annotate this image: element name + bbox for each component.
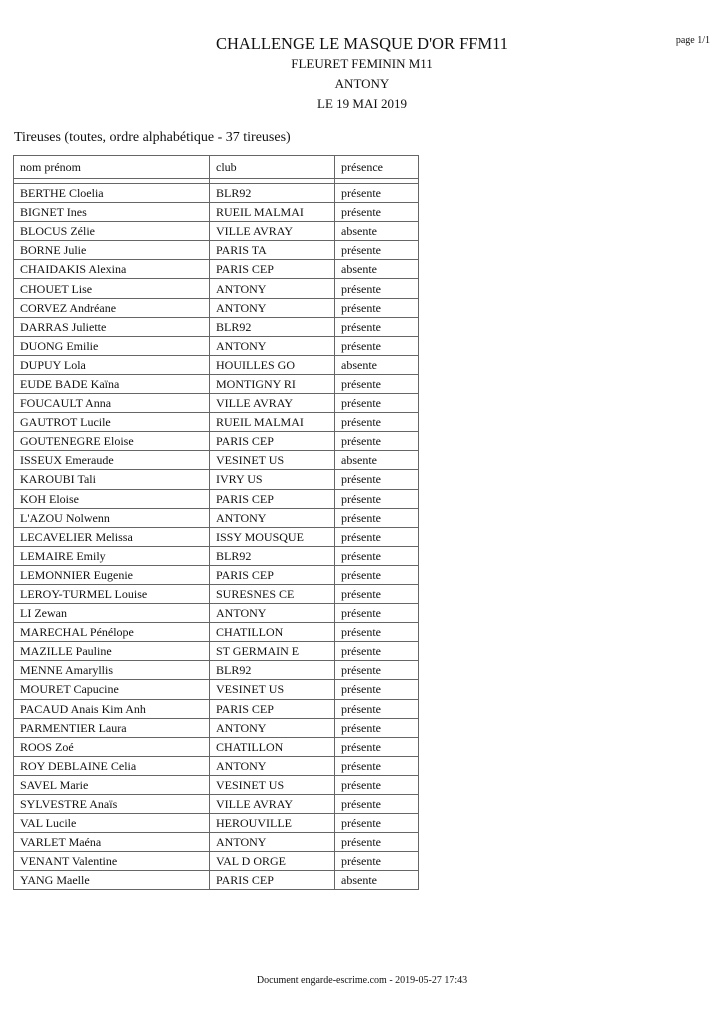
fencer-club-cell: HOUILLES GO <box>210 355 335 374</box>
fencer-name-cell: PACAUD Anais Kim Anh <box>14 699 210 718</box>
table-row <box>14 394 419 413</box>
table-row <box>14 489 419 508</box>
fencer-name-cell: KOH Eloise <box>14 489 210 508</box>
fencer-presence-cell: présente <box>335 470 419 489</box>
fencer-club-cell: MONTIGNY RI <box>210 374 335 393</box>
fencer-presence-cell: présente <box>335 814 419 833</box>
document-footer: Document engarde-escrime.com - 2019-05-27 17:43 <box>256 975 468 986</box>
fencer-name-cell: CHAIDAKIS Alexina <box>14 260 210 279</box>
competition-location: ANTONY <box>334 76 390 91</box>
fencer-presence-cell: absente <box>335 355 419 374</box>
table-row <box>14 699 419 718</box>
table-header-row <box>14 156 419 179</box>
fencer-presence-cell: présente <box>335 737 419 756</box>
column-header-presence: présence <box>335 156 419 179</box>
fencer-club-cell: ANTONY <box>210 298 335 317</box>
fencer-presence-cell: présente <box>335 623 419 642</box>
table-row <box>14 623 419 642</box>
fencer-presence-cell: présente <box>335 279 419 298</box>
fencer-club-cell: IVRY US <box>210 470 335 489</box>
fencer-club-cell: PARIS CEP <box>210 432 335 451</box>
fencer-club-cell: SURESNES CE <box>210 584 335 603</box>
fencer-presence-cell: présente <box>335 374 419 393</box>
fencer-name-cell: DARRAS Juliette <box>14 317 210 336</box>
table-row <box>14 642 419 661</box>
fencer-name-cell: BORNE Julie <box>14 241 210 260</box>
fencer-name-cell: BIGNET Ines <box>14 203 210 222</box>
fencer-presence-cell: présente <box>335 489 419 508</box>
fencer-presence-cell: présente <box>335 508 419 527</box>
fencer-club-cell: ANTONY <box>210 604 335 623</box>
fencer-presence-cell: présente <box>335 413 419 432</box>
fencer-presence-cell: présente <box>335 298 419 317</box>
table-row <box>14 413 419 432</box>
fencer-club-cell: PARIS CEP <box>210 489 335 508</box>
table-row <box>14 432 419 451</box>
fencer-club-cell: ANTONY <box>210 756 335 775</box>
fencer-presence-cell: présente <box>335 699 419 718</box>
fencer-club-cell: RUEIL MALMAI <box>210 413 335 432</box>
fencer-presence-cell: présente <box>335 317 419 336</box>
fencer-club-cell: BLR92 <box>210 546 335 565</box>
fencer-club-cell: VESINET US <box>210 680 335 699</box>
fencer-name-cell: BERTHE Cloelia <box>14 184 210 203</box>
table-row <box>14 203 419 222</box>
fencer-club-cell: VESINET US <box>210 451 335 470</box>
fencer-club-cell: ANTONY <box>210 718 335 737</box>
fencer-club-cell: VILLE AVRAY <box>210 394 335 413</box>
fencer-club-cell: ISSY MOUSQUE <box>210 527 335 546</box>
fencer-name-cell: MOURET Capucine <box>14 680 210 699</box>
fencer-name-cell: CORVEZ Andréane <box>14 298 210 317</box>
fencer-name-cell: YANG Maelle <box>14 871 210 890</box>
table-row <box>14 317 419 336</box>
fencer-presence-cell: présente <box>335 795 419 814</box>
competition-date: LE 19 MAI 2019 <box>317 96 407 111</box>
fencer-name-cell: LEMONNIER Eugenie <box>14 565 210 584</box>
fencer-presence-cell: présente <box>335 184 419 203</box>
fencer-presence-cell: présente <box>335 642 419 661</box>
fencer-club-cell: PARIS CEP <box>210 699 335 718</box>
fencer-club-cell: CHATILLON <box>210 623 335 642</box>
fencer-presence-cell: présente <box>335 565 419 584</box>
fencer-name-cell: BLOCUS Zélie <box>14 222 210 241</box>
fencer-name-cell: LEROY-TURMEL Louise <box>14 584 210 603</box>
table-row <box>14 661 419 680</box>
table-row <box>14 336 419 355</box>
table-row <box>14 775 419 794</box>
fencer-presence-cell: présente <box>335 203 419 222</box>
fencer-club-cell: PARIS CEP <box>210 565 335 584</box>
fencer-name-cell: PARMENTIER Laura <box>14 718 210 737</box>
table-row <box>14 527 419 546</box>
table-row <box>14 451 419 470</box>
fencer-presence-cell: présente <box>335 680 419 699</box>
fencer-name-cell: CHOUET Lise <box>14 279 210 298</box>
table-row <box>14 756 419 775</box>
fencer-presence-cell: présente <box>335 394 419 413</box>
document-header <box>0 33 724 114</box>
fencer-presence-cell: présente <box>335 775 419 794</box>
fencer-presence-cell: présente <box>335 527 419 546</box>
fencer-name-cell: ROY DEBLAINE Celia <box>14 756 210 775</box>
table-row <box>14 241 419 260</box>
fencer-name-cell: DUPUY Lola <box>14 355 210 374</box>
fencer-club-cell: BLR92 <box>210 317 335 336</box>
fencers-table <box>13 155 419 890</box>
fencer-name-cell: SAVEL Marie <box>14 775 210 794</box>
table-row <box>14 222 419 241</box>
fencer-presence-cell: présente <box>335 833 419 852</box>
fencer-name-cell: L'AZOU Nolwenn <box>14 508 210 527</box>
table-row <box>14 565 419 584</box>
fencer-presence-cell: présente <box>335 661 419 680</box>
column-header-name: nom prénom <box>14 156 210 179</box>
table-row <box>14 184 419 203</box>
fencer-club-cell: PARIS TA <box>210 241 335 260</box>
fencer-club-cell: CHATILLON <box>210 737 335 756</box>
fencer-name-cell: VAL Lucile <box>14 814 210 833</box>
fencer-club-cell: VESINET US <box>210 775 335 794</box>
fencer-name-cell: MENNE Amaryllis <box>14 661 210 680</box>
competition-title: CHALLENGE LE MASQUE D'OR FFM11 <box>215 34 509 53</box>
competition-subtitle: FLEURET FEMININ M11 <box>291 56 433 71</box>
fencer-club-cell: PARIS CEP <box>210 260 335 279</box>
fencer-club-cell: VILLE AVRAY <box>210 222 335 241</box>
table-row <box>14 833 419 852</box>
fencer-name-cell: MAZILLE Pauline <box>14 642 210 661</box>
fencer-club-cell: ANTONY <box>210 336 335 355</box>
table-row <box>14 374 419 393</box>
fencer-presence-cell: présente <box>335 546 419 565</box>
fencer-club-cell: VAL D ORGE <box>210 852 335 871</box>
table-row <box>14 718 419 737</box>
fencer-presence-cell: présente <box>335 756 419 775</box>
fencer-club-cell: ANTONY <box>210 279 335 298</box>
fencer-club-cell: BLR92 <box>210 184 335 203</box>
page-number: page 1/1 <box>675 35 710 46</box>
fencer-presence-cell: présente <box>335 336 419 355</box>
fencer-presence-cell: présente <box>335 584 419 603</box>
table-row <box>14 871 419 890</box>
fencer-presence-cell: présente <box>335 432 419 451</box>
fencer-presence-cell: absente <box>335 260 419 279</box>
table-row <box>14 737 419 756</box>
fencer-name-cell: LECAVELIER Melissa <box>14 527 210 546</box>
fencer-presence-cell: absente <box>335 871 419 890</box>
fencer-name-cell: VENANT Valentine <box>14 852 210 871</box>
fencer-name-cell: MARECHAL Pénélope <box>14 623 210 642</box>
table-row <box>14 546 419 565</box>
fencer-club-cell: ANTONY <box>210 508 335 527</box>
fencer-club-cell: HEROUVILLE <box>210 814 335 833</box>
fencer-club-cell: ANTONY <box>210 833 335 852</box>
table-row <box>14 795 419 814</box>
fencer-presence-cell: présente <box>335 241 419 260</box>
table-row <box>14 355 419 374</box>
fencer-presence-cell: absente <box>335 222 419 241</box>
table-row <box>14 508 419 527</box>
table-row <box>14 260 419 279</box>
fencer-presence-cell: présente <box>335 604 419 623</box>
fencer-name-cell: LEMAIRE Emily <box>14 546 210 565</box>
table-body <box>14 179 419 890</box>
table-row <box>14 814 419 833</box>
fencer-name-cell: SYLVESTRE Anaïs <box>14 795 210 814</box>
fencer-club-cell: BLR92 <box>210 661 335 680</box>
fencer-name-cell: FOUCAULT Anna <box>14 394 210 413</box>
fencer-presence-cell: absente <box>335 451 419 470</box>
fencer-name-cell: ROOS Zoé <box>14 737 210 756</box>
fencer-name-cell: ISSEUX Emeraude <box>14 451 210 470</box>
table-row <box>14 680 419 699</box>
table-row <box>14 279 419 298</box>
fencer-club-cell: PARIS CEP <box>210 871 335 890</box>
fencer-presence-cell: présente <box>335 718 419 737</box>
table-row <box>14 852 419 871</box>
fencer-presence-cell: présente <box>335 852 419 871</box>
fencer-name-cell: VARLET Maéna <box>14 833 210 852</box>
section-title: Tireuses (toutes, ordre alphabétique - 37 tireuses) <box>14 130 291 145</box>
fencer-name-cell: DUONG Emilie <box>14 336 210 355</box>
fencer-name-cell: LI Zewan <box>14 604 210 623</box>
column-header-club: club <box>210 156 335 179</box>
fencer-club-cell: ST GERMAIN E <box>210 642 335 661</box>
fencer-name-cell: GOUTENEGRE Eloise <box>14 432 210 451</box>
fencer-club-cell: VILLE AVRAY <box>210 795 335 814</box>
fencer-club-cell: RUEIL MALMAI <box>210 203 335 222</box>
table-row <box>14 604 419 623</box>
fencer-name-cell: KAROUBI Tali <box>14 470 210 489</box>
table-row <box>14 470 419 489</box>
table-row <box>14 298 419 317</box>
table-row <box>14 584 419 603</box>
fencer-name-cell: EUDE BADE Kaïna <box>14 374 210 393</box>
fencer-name-cell: GAUTROT Lucile <box>14 413 210 432</box>
